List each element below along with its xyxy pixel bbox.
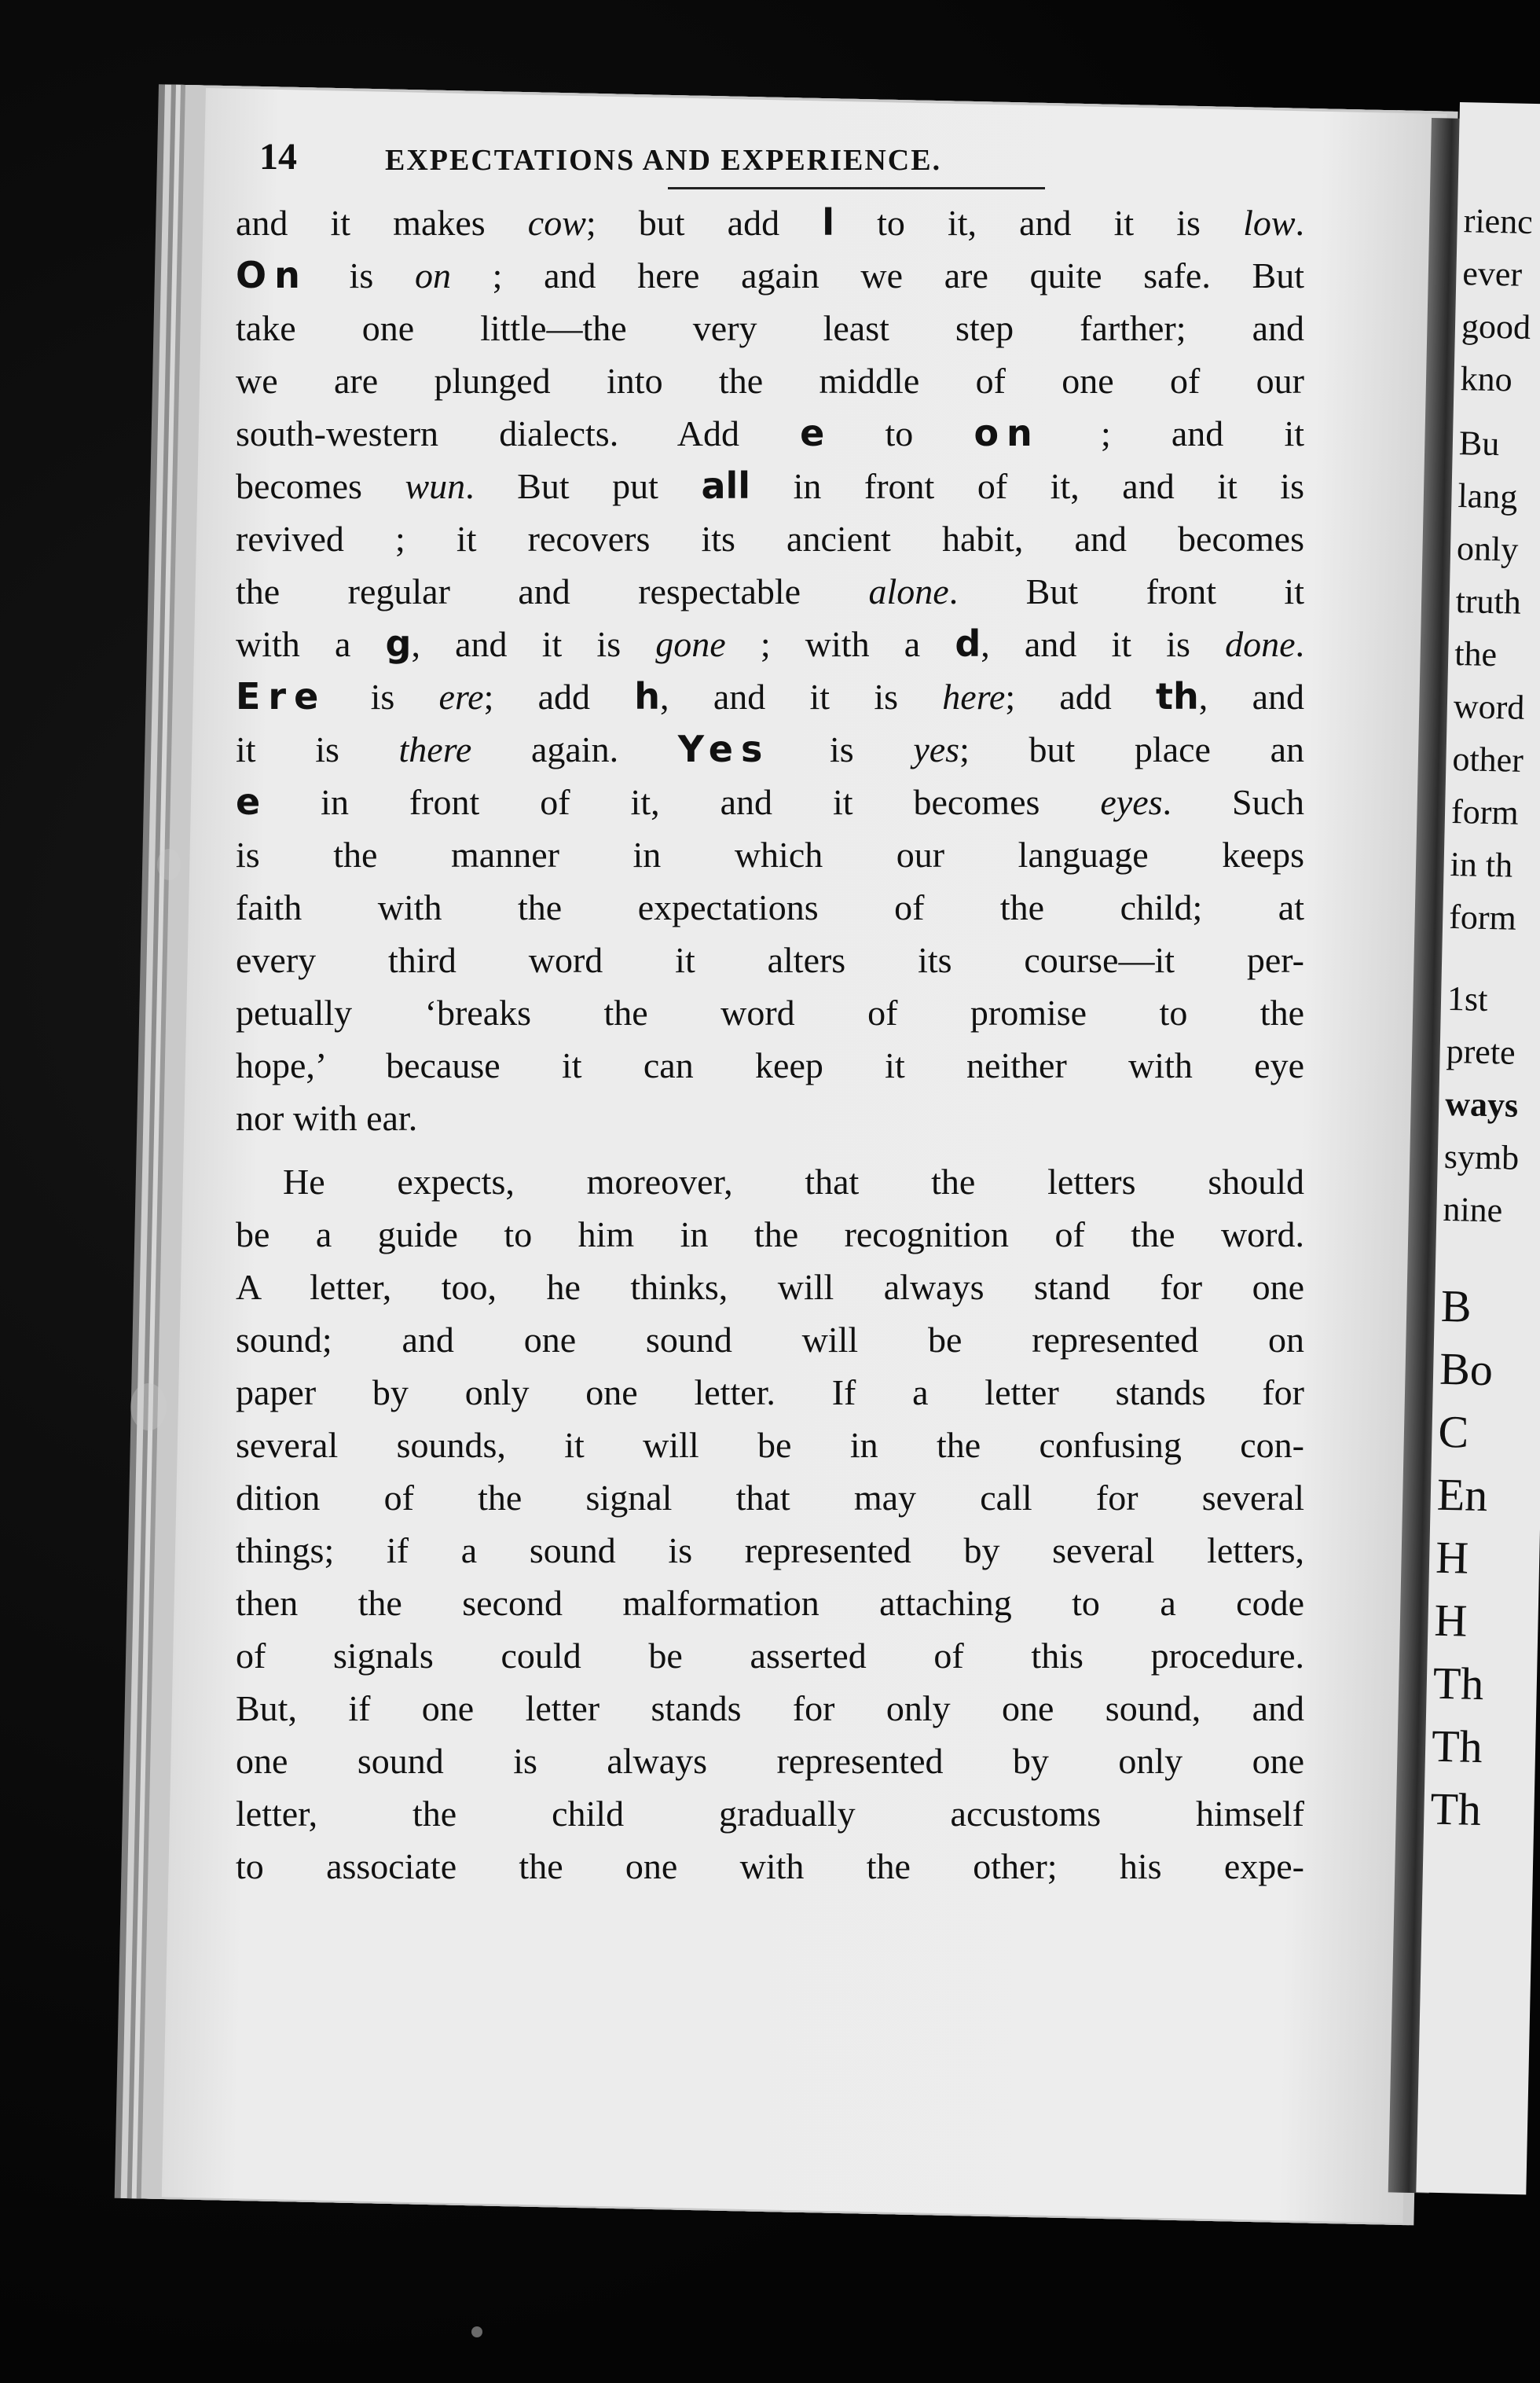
text-line: the regular and respectable alone. But front it <box>236 571 1304 611</box>
facing-line: H <box>1433 1594 1468 1647</box>
text-line: we are plunged into the middle of one of our <box>236 361 1304 401</box>
facing-line: rienc <box>1463 201 1534 241</box>
facing-line: Bu <box>1458 424 1500 464</box>
facing-line: nine <box>1442 1189 1503 1230</box>
facing-line: in th <box>1450 844 1513 885</box>
scan-speck <box>130 1383 167 1430</box>
facing-line: truth <box>1455 582 1522 622</box>
text-line: things; if a sound is represented by several letters, <box>236 1530 1304 1570</box>
facing-line: kno <box>1460 359 1513 399</box>
text-line: He expects, moreover, that the letters should <box>283 1162 1304 1202</box>
facing-line: Th <box>1431 1720 1483 1773</box>
facing-line: form <box>1448 897 1517 938</box>
text-line: On is on ; and here again we are quite safe. But <box>236 254 1305 296</box>
facing-line: H <box>1435 1531 1469 1584</box>
text-line: hope,’ because it can keep it neither with eye <box>236 1045 1304 1085</box>
facing-line: Bo <box>1439 1342 1494 1396</box>
text-line: A letter, too, he thinks, will always stand for one <box>236 1267 1304 1307</box>
text-line: sound; and one sound will be represented on <box>236 1320 1304 1360</box>
text-line: take one little—the very least step farther; and <box>236 308 1304 348</box>
text-line: then the second malformation attaching to a code <box>236 1583 1304 1623</box>
text-line: petually ‘breaks the word of promise to the <box>236 993 1304 1033</box>
facing-line: form <box>1450 791 1520 832</box>
facing-line: ways <box>1444 1084 1519 1125</box>
scan-speck <box>471 2326 482 2337</box>
text-line: of signals could be asserted of this procedure. <box>236 1636 1304 1676</box>
text-line: Ere is ere; add h, and it is here; add th, and <box>236 675 1304 718</box>
body-text <box>236 196 1304 1893</box>
text-line: nor with ear. <box>236 1098 418 1138</box>
text-line: south-western dialects. Add e to on ; and it <box>236 412 1305 454</box>
text-line: with a g, and it is gone ; with a d, and it is done. <box>236 622 1304 665</box>
facing-line: prete <box>1446 1031 1516 1072</box>
facing-line: symb <box>1443 1136 1520 1177</box>
facing-line: only <box>1456 529 1519 569</box>
page-header <box>259 135 1289 198</box>
text-line: faith with the expectations of the child; at <box>236 887 1304 927</box>
text-line: But, if one letter stands for only one sound, and <box>236 1688 1304 1728</box>
facing-line: lang <box>1458 476 1518 516</box>
page-number: 14 <box>259 136 297 178</box>
text-line: letter, the child gradually accustoms himself <box>236 1794 1304 1834</box>
facing-line: Th <box>1429 1783 1482 1836</box>
text-line: revived ; it recovers its ancient habit, and becomes <box>236 519 1304 559</box>
facing-line: word <box>1453 687 1525 727</box>
facing-line: the <box>1454 634 1498 674</box>
text-line: one sound is always represented by only one <box>236 1741 1304 1781</box>
facing-line: Th <box>1432 1657 1484 1710</box>
facing-line: B <box>1440 1280 1472 1332</box>
scan-speck <box>157 849 181 880</box>
text-line: several sounds, it will be in the confusing con- <box>236 1425 1304 1465</box>
facing-line: 1st <box>1446 979 1488 1019</box>
text-line: is the manner in which our language keeps <box>236 835 1304 875</box>
text-line: becomes wun. But put all in front of it, and it is <box>236 464 1304 507</box>
text-line: every third word it alters its course—it per- <box>236 940 1304 980</box>
header-rule <box>668 187 1045 189</box>
facing-line: ever <box>1461 254 1523 294</box>
facing-line: other <box>1451 739 1524 780</box>
text-line: paper by only one letter. If a letter stands for <box>236 1372 1304 1412</box>
text-line: and it makes cow; but add l to it, and it is low. <box>236 201 1305 244</box>
text-line: it is there again. Yes is yes; but place an <box>236 728 1304 770</box>
text-line: to associate the one with the other; his expe- <box>236 1846 1304 1886</box>
facing-line: good <box>1461 307 1531 347</box>
running-head: EXPECTATIONS AND EXPERIENCE. <box>385 144 942 177</box>
facing-line: En <box>1436 1468 1489 1522</box>
text-line: e in front of it, and it becomes eyes. Such <box>236 780 1304 823</box>
text-line: be a guide to him in the recognition of the word. <box>236 1214 1304 1254</box>
text-line: dition of the signal that may call for several <box>236 1478 1304 1518</box>
facing-line: C <box>1437 1405 1469 1458</box>
